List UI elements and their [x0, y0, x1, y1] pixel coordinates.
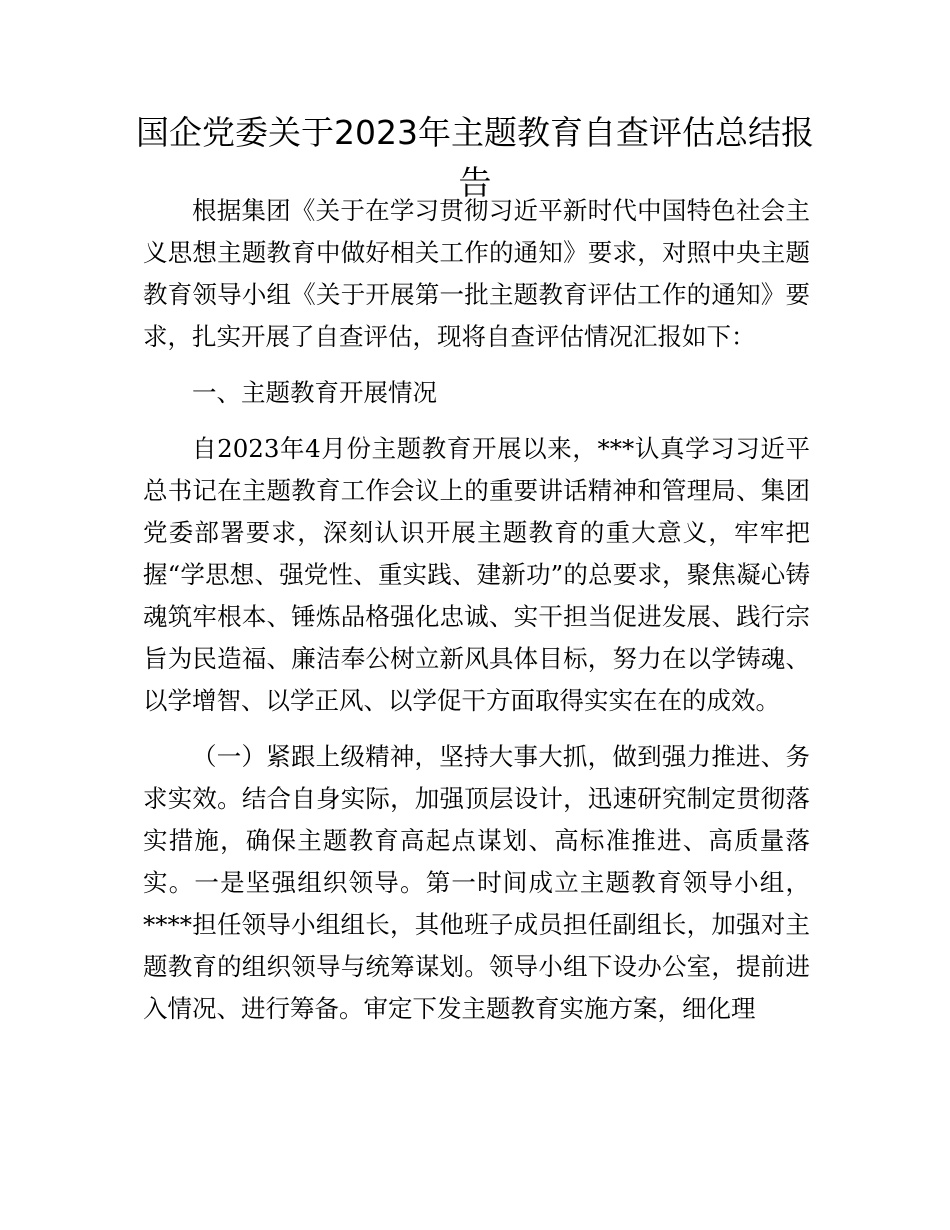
document-title: 国企党委关于2023年主题教育自查评估总结报告 — [136, 113, 814, 202]
section-heading-1: 一、主题教育开展情况 — [192, 378, 437, 407]
section-1-subsection-1-paragraph: （一）紧跟上级精神，坚持大事大抓，做到强力推进、务求实效。结合自身实际，加强顶层设计，迅速研究制定贯彻落实措施，确保主题教育高起点谋划、高标准推进、高质量落实。一是坚强组织领导。第一时间成立主题教育领导小组，****担任领导小组组长，其他班子成员担任副组长，加强对主题教育的组织领导与统筹谋划。领导小组下设办公室，提前进入情况、进行筹备。审定下发主题教育实施方案，细化理 — [143, 742, 810, 1023]
document-body — [143, 190, 810, 1030]
section-1-paragraph: 自2023年4月份主题教育开展以来，***认真学习习近平总书记在主题教育工作会议上的重要讲话精神和管理局、集团党委部署要求，深刻认识开展主题教育的重大意义，牢牢把握“学思想、强党性、重实践、建新功”的总要求，聚焦凝心铸魂筑牢根本、锤炼品格强化忠诚、实干担当促进发展、践行宗旨为民造福、廉洁奉公树立新风具体目标，努力在以学铸魂、以学增智、以学正风、以学促干方面取得实实在在的成效。 — [143, 434, 810, 715]
intro-paragraph: 根据集团《关于在学习贯彻习近平新时代中国特色社会主义思想主题教育中做好相关工作的通知》要求，对照中央主题教育领导小组《关于开展第一批主题教育评估工作的通知》要求，扎实开展了自查评估，现将自查评估情况汇报如下： — [143, 196, 810, 351]
